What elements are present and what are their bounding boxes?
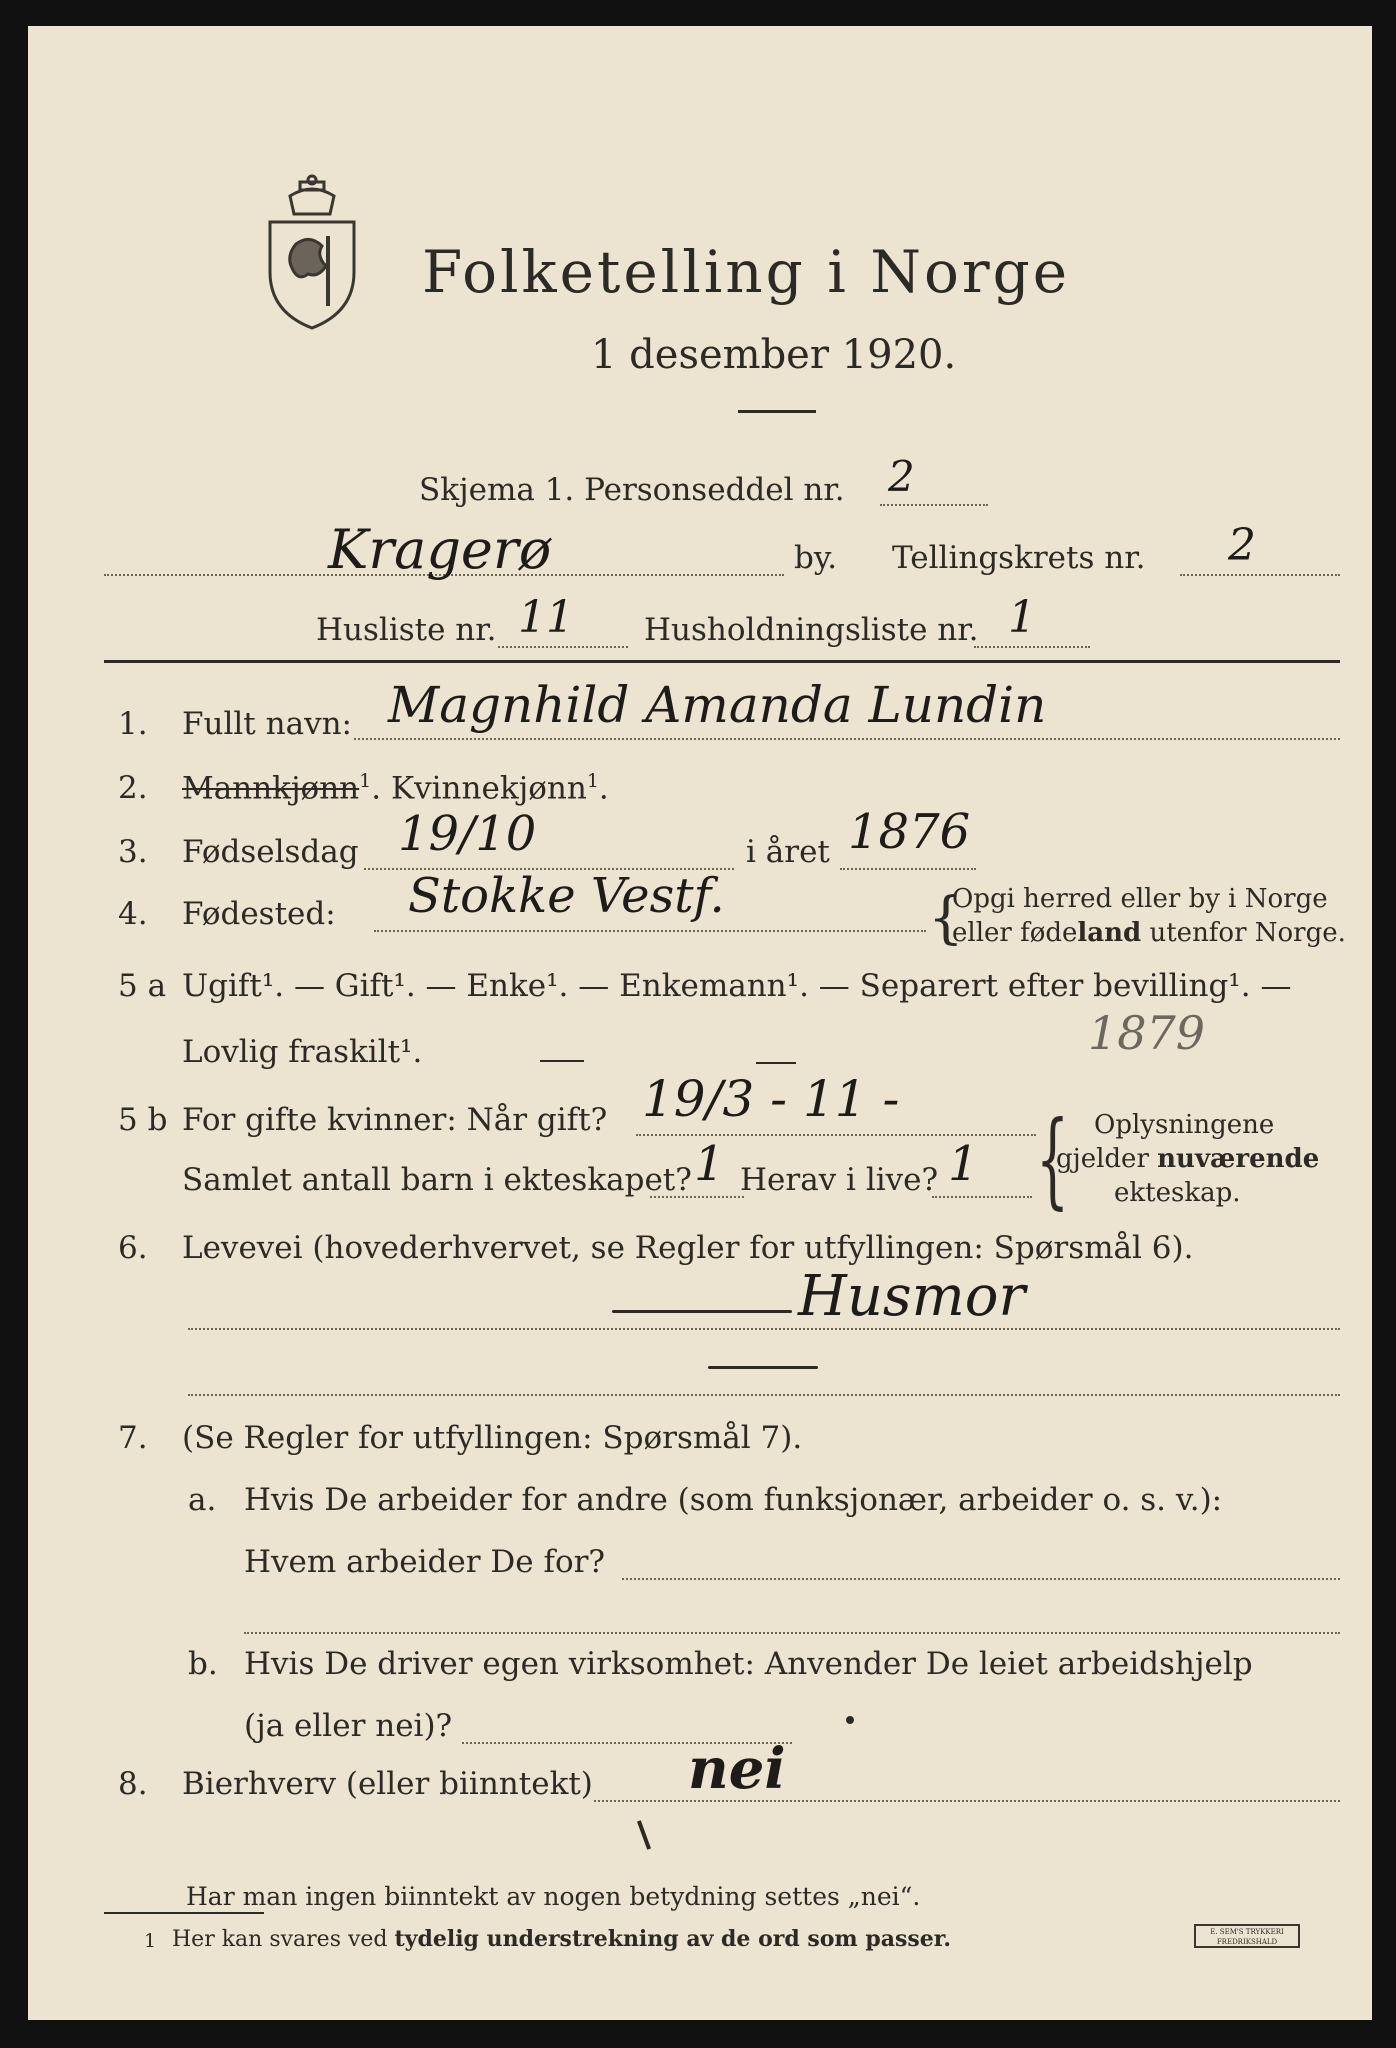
q2-options xyxy=(182,770,609,806)
q4-note-bold: land xyxy=(1077,918,1142,948)
q5b-note-part: gjelder xyxy=(1056,1144,1158,1174)
q5b-value3: 1 xyxy=(948,1136,979,1192)
personseddel-line xyxy=(880,504,988,506)
tellingskrets-label: Tellingskrets nr. xyxy=(892,540,1146,576)
q7a-number: a. xyxy=(188,1482,217,1518)
q3-number: 3. xyxy=(118,834,148,870)
q8-value: nei xyxy=(688,1736,786,1802)
q7-label: (Se Regler for utfyllingen: Spørsmål 7). xyxy=(182,1420,803,1456)
q6-line1 xyxy=(188,1328,1340,1330)
by-label: by. xyxy=(794,540,838,576)
q3-year-label: i året xyxy=(746,834,830,870)
q5b-note-line2 xyxy=(1056,1144,1319,1174)
footnote-marker: 1 xyxy=(144,1930,157,1952)
page-title: Folketelling i Norge xyxy=(422,238,1071,306)
dash-mark xyxy=(612,1310,792,1313)
q4-note-line2 xyxy=(952,918,1346,948)
personseddel-value: 2 xyxy=(888,452,915,501)
footer-note: Har man ingen biinntekt av nogen betydning settes „nei“. xyxy=(186,1882,921,1911)
footnote-marker: 1 xyxy=(586,770,599,792)
q4-note-part: eller føde xyxy=(952,918,1078,948)
q4-line xyxy=(374,930,926,932)
q7-number: 7. xyxy=(118,1420,148,1456)
q7a-line1: Hvis De arbeider for andre (som funksjonær, arbeider o. s. v.): xyxy=(244,1482,1223,1518)
tellingskrets-line xyxy=(1180,574,1340,576)
printer-stamp: E. SEM'S TRYKKERI FREDRIKSHALD xyxy=(1194,1924,1300,1948)
husholdning-line xyxy=(974,646,1090,648)
husliste-line xyxy=(498,646,628,648)
q5b-number: 5 b xyxy=(118,1102,168,1138)
q7b-number: b. xyxy=(188,1646,218,1682)
q5b-note-line1: Oplysningene xyxy=(1094,1110,1275,1140)
q5b-label1: For gifte kvinner: Når gift? xyxy=(182,1102,608,1138)
footnote-bold: tydelig understrekning av de ord som passer. xyxy=(394,1926,952,1952)
ink-dot xyxy=(846,1716,854,1724)
q3-label: Fødselsdag xyxy=(182,834,359,870)
q2-end: . xyxy=(598,770,609,807)
q8-label: Bierhverv (eller biinntekt) xyxy=(182,1766,593,1802)
q5b-value2: 1 xyxy=(694,1136,725,1192)
husliste-label: Husliste nr. xyxy=(316,612,497,648)
q5b-value1: 19/3 - 11 - xyxy=(642,1070,900,1128)
q5b-note-bold: nuværende xyxy=(1157,1144,1320,1174)
husholdning-label: Husholdningsliste nr. xyxy=(644,612,979,648)
q5b-brace: { xyxy=(1036,1098,1070,1220)
q5b-line3 xyxy=(932,1196,1032,1198)
q7b-line2: (ja eller nei)? xyxy=(244,1708,453,1744)
footnote-part: Her kan svares ved xyxy=(172,1927,395,1952)
q3-day-value: 19/10 xyxy=(398,806,537,862)
q5a-number: 5 a xyxy=(118,968,167,1004)
q5b-note-line3: ekteskap. xyxy=(1114,1178,1241,1208)
q5a-options[interactable]: Ugift¹. — Gift¹. — Enke¹. — Enkemann¹. — Separert efter bevilling¹. — xyxy=(182,968,1292,1004)
q1-line xyxy=(354,738,1340,740)
q4-brace: { xyxy=(928,886,964,951)
q5b-line2 xyxy=(650,1196,744,1198)
dash-mark xyxy=(756,1062,796,1064)
q7a-line2: Hvem arbeider De for? xyxy=(244,1544,606,1580)
census-date: 1 desember 1920. xyxy=(591,332,957,378)
q1-number: 1. xyxy=(118,706,148,742)
census-form xyxy=(28,26,1372,2020)
skjema-label: Skjema 1. Personseddel nr. xyxy=(419,472,845,508)
q3-year-value: 1876 xyxy=(848,804,971,860)
q4-value: Stokke Vestf. xyxy=(408,868,725,924)
header-rule xyxy=(104,660,1340,663)
q6-line2 xyxy=(188,1394,1340,1396)
margin-note: 1879 xyxy=(1088,1006,1206,1060)
q7a-line-extra xyxy=(244,1632,1340,1634)
q5b-label3: Herav i live? xyxy=(740,1162,939,1198)
option-mannkjonn[interactable]: Mannkjønn xyxy=(182,770,360,807)
q5b-label2: Samlet antall barn i ekteskapet? xyxy=(182,1162,692,1198)
title-divider xyxy=(738,410,816,413)
dash-mark xyxy=(540,1060,584,1062)
q6-label: Levevei (hovederhvervet, se Regler for utfyllingen: Spørsmål 6). xyxy=(182,1230,1194,1266)
q7a-line xyxy=(622,1578,1340,1580)
footnote-marker: 1 xyxy=(359,770,372,792)
q8-number: 8. xyxy=(118,1766,148,1802)
q1-label: Fullt navn: xyxy=(182,706,352,742)
q5a-options-line2[interactable]: Lovlig fraskilt¹. xyxy=(182,1034,423,1070)
q2-number: 2. xyxy=(118,770,148,806)
husliste-value: 11 xyxy=(518,592,574,643)
footnote-text xyxy=(172,1926,951,1952)
coat-of-arms-icon xyxy=(256,174,368,334)
ink-stroke xyxy=(637,1820,651,1850)
q3-year-line xyxy=(840,868,976,870)
q4-number: 4. xyxy=(118,896,148,932)
footnote-rule xyxy=(104,1912,264,1914)
q7b-line1: Hvis De driver egen virksomhet: Anvender De leiet arbeidshjelp xyxy=(244,1646,1253,1682)
tellingskrets-value: 2 xyxy=(1228,520,1256,571)
by-value: Kragerø xyxy=(328,518,552,581)
q6-value: Husmor xyxy=(798,1264,1026,1329)
q6-number: 6. xyxy=(118,1230,148,1266)
q1-value: Magnhild Amanda Lundin xyxy=(388,676,1047,734)
q4-label: Fødested: xyxy=(182,896,336,932)
q4-note-part: utenfor Norge. xyxy=(1141,918,1346,948)
q4-note-line1: Opgi herred eller by i Norge xyxy=(952,884,1328,914)
option-kvinnekjonn[interactable]: . Kvinnekjønn xyxy=(371,770,587,807)
dash-mark xyxy=(708,1366,818,1369)
husholdning-value: 1 xyxy=(1008,592,1036,643)
